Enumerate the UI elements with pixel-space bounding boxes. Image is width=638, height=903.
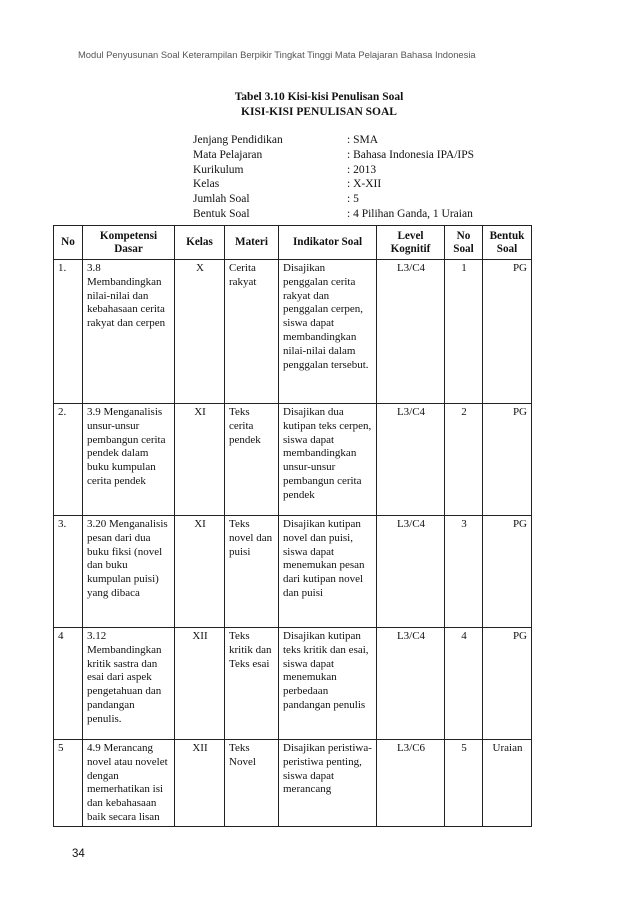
meta-row (193, 133, 474, 148)
meta-row (193, 192, 474, 207)
header-bentuk-soal: Bentuk Soal (483, 226, 532, 260)
cell-kelas: XI (175, 404, 225, 516)
cell-bentuk: PG (483, 516, 532, 628)
cell-kelas: X (175, 260, 225, 404)
kisi-kisi-table (53, 225, 532, 827)
cell-no: 3. (54, 516, 83, 628)
cell-bentuk: PG (483, 260, 532, 404)
header-indikator-soal: Indikator Soal (279, 226, 377, 260)
cell-indikator: Disajikan dua kutipan teks cerpen, siswa dapat membandingkan unsur-unsur pembangun cerita pendek (279, 404, 377, 516)
table-row (54, 740, 532, 827)
meta-value: : 5 (347, 193, 359, 206)
cell-materi: Teks cerita pendek (225, 404, 279, 516)
header-no: No (54, 226, 83, 260)
cell-level: L3/C4 (377, 260, 445, 404)
meta-label: Kelas (193, 178, 220, 191)
header-level-kognitif: Level Kognitif (377, 226, 445, 260)
cell-kelas: XI (175, 516, 225, 628)
meta-label: Jumlah Soal (193, 193, 250, 206)
cell-no-soal: 4 (445, 628, 483, 740)
cell-indikator: Disajikan peristiwa-peristiwa penting, siswa dapat merancang (279, 740, 377, 827)
table-subtitle: KISI-KISI PENULISAN SOAL (241, 106, 397, 118)
meta-value: : SMA (347, 134, 378, 146)
cell-materi: Teks Novel (225, 740, 279, 827)
cell-indikator: Disajikan kutipan novel dan puisi, siswa dapat menemukan pesan dari kutipan novel dan puisi (279, 516, 377, 628)
cell-level: L3/C4 (377, 404, 445, 516)
cell-level: L3/C6 (377, 740, 445, 827)
table-row (54, 260, 532, 404)
meta-label: Mata Pelajaran (193, 148, 263, 161)
cell-no: 4 (54, 628, 83, 740)
cell-no: 1. (54, 260, 83, 404)
meta-value: : X-XII (347, 178, 382, 191)
header-no-soal: No Soal (445, 226, 483, 260)
header-materi: Materi (225, 226, 279, 260)
running-header: Modul Penyusunan Soal Keterampilan Berpikir Tingkat Tinggi Mata Pelajaran Bahasa Indonesia (78, 49, 476, 60)
meta-row (193, 177, 474, 192)
page-number: 34 (72, 848, 85, 860)
cell-bentuk: PG (483, 628, 532, 740)
cell-no: 2. (54, 404, 83, 516)
header-kelas: Kelas (175, 226, 225, 260)
cell-no-soal: 1 (445, 260, 483, 404)
cell-materi: Teks novel dan puisi (225, 516, 279, 628)
cell-kompetensi-dasar: 3.9 Menganalisis unsur-unsur pembangun cerita pendek dalam buku kumpulan cerita pendek (83, 404, 175, 516)
cell-kompetensi-dasar: 3.12 Membandingkan kritik sastra dan esai dari aspek pengetahuan dan pandangan penulis. (83, 628, 175, 740)
meta-value: : 4 Pilihan Ganda, 1 Uraian (347, 207, 473, 220)
meta-row (193, 148, 474, 163)
cell-kompetensi-dasar: 3.20 Menganalisis pesan dari dua buku fiksi (novel dan buku kumpulan puisi) yang dibaca (83, 516, 175, 628)
table-header-row (54, 226, 532, 260)
table-row (54, 404, 532, 516)
meta-row (193, 163, 474, 178)
cell-bentuk: Uraian (483, 740, 532, 827)
cell-no-soal: 5 (445, 740, 483, 827)
cell-materi: Teks kritik dan Teks esai (225, 628, 279, 740)
table-title: Tabel 3.10 Kisi-kisi Penulisan Soal (234, 91, 404, 103)
cell-indikator: Disajikan penggalan cerita rakyat dan penggalan cerpen, siswa dapat membandingkan nilai-nilai dalam penggalan tersebut. (279, 260, 377, 404)
meta-label: Kurikulum (193, 163, 244, 176)
table-row (54, 516, 532, 628)
table-row (54, 628, 532, 740)
cell-bentuk: PG (483, 404, 532, 516)
meta-row (193, 207, 474, 222)
cell-kelas: XII (175, 628, 225, 740)
cell-no-soal: 3 (445, 516, 483, 628)
cell-materi: Cerita rakyat (225, 260, 279, 404)
cell-kompetensi-dasar: 4.9 Merancang novel atau novelet dengan memerhatikan isi dan kebahasaan baik secara lisan (83, 740, 175, 827)
meta-label: Jenjang Pendidikan (193, 134, 283, 146)
cell-indikator: Disajikan kutipan teks kritik dan esai, siswa dapat menemukan perbedaan pandangan penulis (279, 628, 377, 740)
header-kompetensi-dasar: Kompetensi Dasar (83, 226, 175, 260)
cell-level: L3/C4 (377, 628, 445, 740)
meta-label: Bentuk Soal (193, 207, 250, 220)
meta-value: : Bahasa Indonesia IPA/IPS (347, 148, 475, 161)
meta-value: : 2013 (347, 163, 377, 176)
cell-kelas: XII (175, 740, 225, 827)
cell-kompetensi-dasar: 3.8 Membandingkan nilai-nilai dan kebahasaan cerita rakyat dan cerpen (83, 260, 175, 404)
cell-no-soal: 2 (445, 404, 483, 516)
cell-no: 5 (54, 740, 83, 827)
cell-level: L3/C4 (377, 516, 445, 628)
meta-block (193, 133, 474, 222)
